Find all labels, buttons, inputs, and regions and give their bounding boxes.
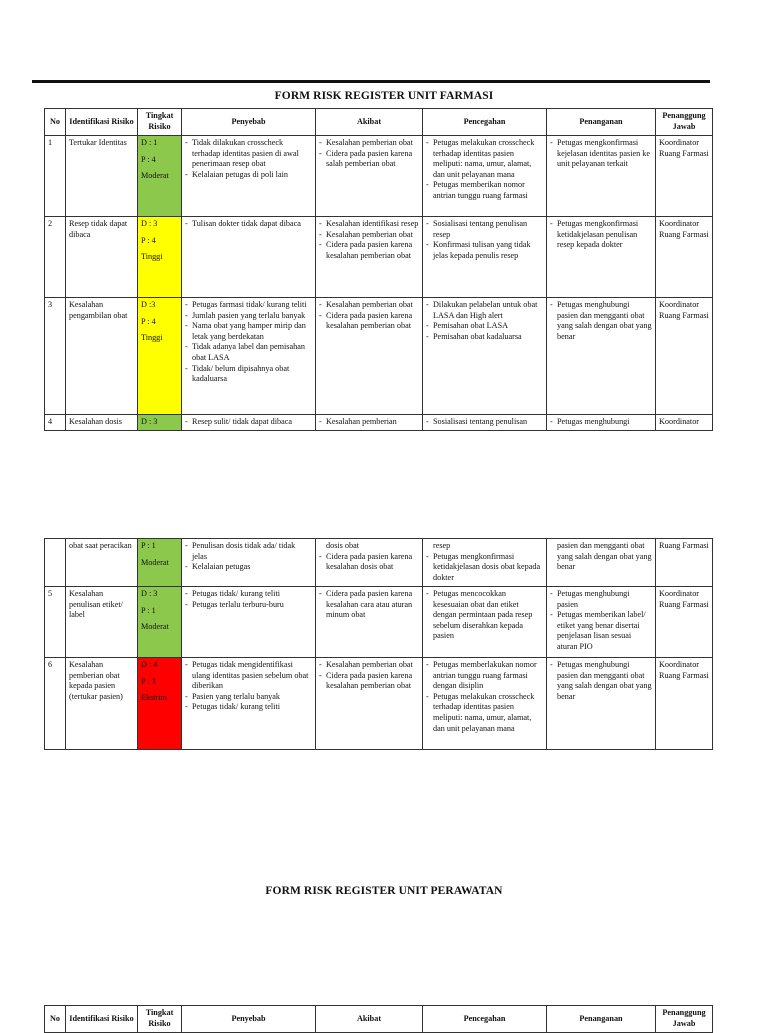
list-item: - Petugas menghubungi pasien dan mengganti obat yang salah dengan obat yang benar xyxy=(557,660,652,702)
list-item: - Kesalahan pemberian obat xyxy=(326,660,419,671)
list-item: - Nama obat yang hamper mirip dan letak yang berdekatan xyxy=(192,321,312,342)
d-value: D : 3 xyxy=(141,417,158,426)
header-penanganan: Penanganan xyxy=(547,109,656,136)
header-penyebab: Penyebab xyxy=(182,1006,316,1033)
cell-penyebab xyxy=(182,217,316,298)
cell-pencegahan xyxy=(423,415,547,431)
risk-table-farmasi xyxy=(44,108,713,431)
cell-penyebab xyxy=(182,587,316,658)
cell-identifikasi: Kesalahan pemberian obat kepada pasien (tertukar pasien) xyxy=(66,658,138,750)
table-row xyxy=(45,587,713,658)
p-value: P : 3 xyxy=(141,676,156,686)
cell-penanganan xyxy=(547,415,656,431)
level-label: Moderat xyxy=(141,557,169,567)
list-item: - Pemisahan obat kadaluarsa xyxy=(433,332,543,343)
cell-penyebab xyxy=(182,298,316,415)
title-perawatan: FORM RISK REGISTER UNIT PERAWATAN xyxy=(265,885,503,897)
list-item: - Jumlah pasien yang terlalu banyak xyxy=(192,311,312,322)
header-penanganan: Penanganan xyxy=(547,1006,656,1033)
list-item: - Tidak dilakukan crosscheck terhadap identitas pasien di awal penerimaan resep obat xyxy=(192,138,312,170)
header-no: No xyxy=(45,1006,66,1033)
list-item: - Sosialisasi tentang penulisan resep xyxy=(433,219,543,240)
list-item: - Kesalahan pemberian obat xyxy=(326,230,419,241)
list-item: - Petugas mengkonfirmasi kejelasan identitas pasien ke unit pelayanan terkait xyxy=(557,138,652,170)
cell-no: 3 xyxy=(45,298,66,415)
d-value: D : 3 xyxy=(141,589,158,598)
cell-akibat xyxy=(316,539,423,587)
d-value: D :3 xyxy=(141,300,156,309)
p-value: P : 4 xyxy=(141,316,156,326)
list-item: - Petugas menghubungi pasien dan mengganti obat yang salah dengan obat yang benar xyxy=(557,300,652,342)
cell-akibat xyxy=(316,136,423,217)
cell-pencegahan xyxy=(423,298,547,415)
p-value: P : 4 xyxy=(141,235,156,245)
d-value: D : 1 xyxy=(141,138,158,147)
header-tingkat: Tingkat Risiko xyxy=(138,1006,182,1033)
penanganan-continued: pasien dan mengganti obat yang salah dengan obat yang benar xyxy=(557,541,652,572)
list-item: - Cidera pada pasien karena salah pemberian obat xyxy=(326,149,419,170)
header-tingkat: Tingkat Risiko xyxy=(138,109,182,136)
cell-penanganan xyxy=(547,587,656,658)
list-item: - Kesalahan pemberian obat xyxy=(326,300,419,311)
p-value: P : 4 xyxy=(141,154,156,164)
d-value: D : 3 xyxy=(141,219,158,228)
list-item: - Resep sulit/ tidak dapat dibaca xyxy=(192,417,312,428)
cell-pj: Koordinator Ruang Farmasi xyxy=(656,136,713,217)
cell-pj: Koordinator Ruang Farmasi xyxy=(656,217,713,298)
cell-identifikasi: Kesalahan dosis xyxy=(66,415,138,431)
cell-pj: Koordinator xyxy=(656,415,713,431)
cell-no: 5 xyxy=(45,587,66,658)
list-item: - Petugas menghubungi pasien xyxy=(557,589,652,610)
list-item: - Petugas tidak/ kurang teliti xyxy=(192,589,312,600)
risk-table-perawatan xyxy=(44,1005,713,1033)
cell-pencegahan xyxy=(423,217,547,298)
cell-akibat xyxy=(316,298,423,415)
table-row xyxy=(45,415,713,431)
cell-tingkat-moderat xyxy=(138,415,182,431)
cell-no: 6 xyxy=(45,658,66,750)
list-item: - Petugas memberikan nomor antrian tunggu ruang farmasi xyxy=(433,180,543,201)
header-pj: Penanggung Jawab xyxy=(656,109,713,136)
list-item: - Petugas memberlakukan nomor antrian tunggu ruang farmasi dengan disiplin xyxy=(433,660,543,692)
cell-pj: Koordinator Ruang Farmasi xyxy=(656,298,713,415)
cell-penyebab xyxy=(182,136,316,217)
cell-penanganan xyxy=(547,539,656,587)
cell-no xyxy=(45,539,66,587)
header-akibat: Akibat xyxy=(316,109,423,136)
cell-identifikasi: Resep tidak dapat dibaca xyxy=(66,217,138,298)
cell-pj: Ruang Farmasi xyxy=(656,539,713,587)
risk-table-farmasi-continued xyxy=(44,538,713,750)
header-akibat: Akibat xyxy=(316,1006,423,1033)
title-farmasi: FORM RISK REGISTER UNIT FARMASI xyxy=(274,90,494,102)
list-item: - Petugas melakukan crosscheck terhadap identitas pasien meliputi: nama, umur, alamat, dan unit pelayanan mana xyxy=(433,692,543,734)
cell-penanganan xyxy=(547,298,656,415)
list-item: - Pemisahan obat LASA xyxy=(433,321,543,332)
list-item: - Penulisan dosis tidak ada/ tidak jelas xyxy=(192,541,312,562)
cell-penanganan xyxy=(547,136,656,217)
akibat-continued: dosis obat xyxy=(326,541,359,550)
list-item: - Petugas menghubungi xyxy=(557,417,652,428)
list-item: - Petugas melakukan crosscheck terhadap identitas pasien meliputi: nama, umur, alamat, dan unit pelayanan mana xyxy=(433,138,543,180)
table-row xyxy=(45,136,713,217)
cell-identifikasi: Kesalahan penulisan etiket/ label xyxy=(66,587,138,658)
cell-penyebab xyxy=(182,658,316,750)
cell-tingkat-moderat xyxy=(138,136,182,217)
header-pencegahan: Pencegahan xyxy=(423,109,547,136)
list-item: - Kesalahan identifikasi resep xyxy=(326,219,419,230)
list-item: - Tidak adanya label dan pemisahan obat LASA xyxy=(192,342,312,363)
list-item: - Petugas mengkonfirmasi ketidakjelasan dosis obat kepada dokter xyxy=(433,552,543,584)
pencegahan-continued: resep xyxy=(433,541,451,550)
list-item: - Kelalaian petugas xyxy=(192,562,312,573)
level-label: Tinggi xyxy=(141,252,163,262)
cell-no: 2 xyxy=(45,217,66,298)
header-identifikasi: Identifikasi Risiko xyxy=(66,1006,138,1033)
cell-akibat xyxy=(316,587,423,658)
list-item: - Petugas tidak/ kurang teliti xyxy=(192,702,312,713)
cell-identifikasi: obat saat peracikan xyxy=(66,539,138,587)
cell-identifikasi: Tertukar Identitas xyxy=(66,136,138,217)
table-row xyxy=(45,217,713,298)
cell-akibat xyxy=(316,415,423,431)
list-item: - Kelalaian petugas di poli lain xyxy=(192,170,312,181)
p-value: P : 1 xyxy=(141,541,156,550)
cell-tingkat-moderat xyxy=(138,587,182,658)
cell-pencegahan xyxy=(423,539,547,587)
header-penyebab: Penyebab xyxy=(182,109,316,136)
header-no: No xyxy=(45,109,66,136)
cell-penyebab xyxy=(182,415,316,431)
table-row xyxy=(45,298,713,415)
list-item: - Kesalahan pemberian obat xyxy=(326,138,419,149)
list-item: - Cidera pada pasien karena kesalahan pemberian obat xyxy=(326,240,419,261)
level-label: Moderat xyxy=(141,622,169,632)
list-item: - Petugas tidak mengidentifikasi ulang identitas pasien sebelum obat diberikan xyxy=(192,660,312,692)
cell-penyebab xyxy=(182,539,316,587)
list-item: - Sosialisasi tentang penulisan xyxy=(433,417,543,428)
list-item: - Konfirmasi tulisan yang tidak jelas kepada penulis resep xyxy=(433,240,543,261)
list-item: - Petugas terlalu terburu-buru xyxy=(192,600,312,611)
table-row xyxy=(45,539,713,587)
list-item: - Cidera pada pasien karena kesalahan pemberian obat xyxy=(326,671,419,692)
cell-tingkat-moderat xyxy=(138,539,182,587)
cell-no: 1 xyxy=(45,136,66,217)
list-item: - Kesalahan pemberian xyxy=(326,417,419,428)
cell-tingkat-tinggi xyxy=(138,217,182,298)
list-item: - Cidera pada pasien karena kesalahan pemberian obat xyxy=(326,311,419,332)
cell-akibat xyxy=(316,217,423,298)
cell-pj: Koordinator Ruang Farmasi xyxy=(656,658,713,750)
header-pencegahan: Pencegahan xyxy=(423,1006,547,1033)
level-label: Ekstrim xyxy=(141,693,167,703)
cell-identifikasi: Kesalahan pengambilan obat xyxy=(66,298,138,415)
cell-tingkat-ekstrim xyxy=(138,658,182,750)
list-item: - Tulisan dokter tidak dapat dibaca xyxy=(192,219,312,230)
cell-pencegahan xyxy=(423,587,547,658)
p-value: P : 1 xyxy=(141,605,156,615)
level-label: Tinggi xyxy=(141,333,163,343)
list-item: - Pasien yang terlalu banyak xyxy=(192,692,312,703)
list-item: - Cidera pada pasien karena kesalahan dosis obat xyxy=(326,552,419,573)
d-value: D : 4 xyxy=(141,660,158,669)
list-item: - Dilakukan pelabelan untuk obat LASA dan High alert xyxy=(433,300,543,321)
cell-no: 4 xyxy=(45,415,66,431)
header-identifikasi: Identifikasi Risiko xyxy=(66,109,138,136)
table-header-row xyxy=(45,1006,713,1033)
cell-penanganan xyxy=(547,217,656,298)
top-rule xyxy=(32,80,710,83)
list-item: - Tidak/ belum dipisahnya obat kadaluarsa xyxy=(192,364,312,385)
cell-akibat xyxy=(316,658,423,750)
cell-penanganan xyxy=(547,658,656,750)
level-label: Moderat xyxy=(141,171,169,181)
cell-pj: Koordinator Ruang Farmasi xyxy=(656,587,713,658)
list-item: - Petugas mencocokkan kesesuaian obat dan etiket dengan permintaan pada resep sebelum diserahkan kepada pasien xyxy=(433,589,543,642)
cell-pencegahan xyxy=(423,658,547,750)
header-pj: Penanggung Jawab xyxy=(656,1006,713,1033)
list-item: - Petugas mengkonfirmasi ketidakjelasan penulisan resep kepada dokter xyxy=(557,219,652,251)
list-item: - Cidera pada pasien karena kesalahan cara atau aturan minum obat xyxy=(326,589,419,621)
table-row xyxy=(45,658,713,750)
cell-tingkat-tinggi xyxy=(138,298,182,415)
table-header-row xyxy=(45,109,713,136)
cell-pencegahan xyxy=(423,136,547,217)
list-item: - Petugas memberikan label/ etiket yang benar disertai penjelasan lisan sesuai aturan PIO xyxy=(557,610,652,652)
list-item: - Petugas farmasi tidak/ kurang teliti xyxy=(192,300,312,311)
